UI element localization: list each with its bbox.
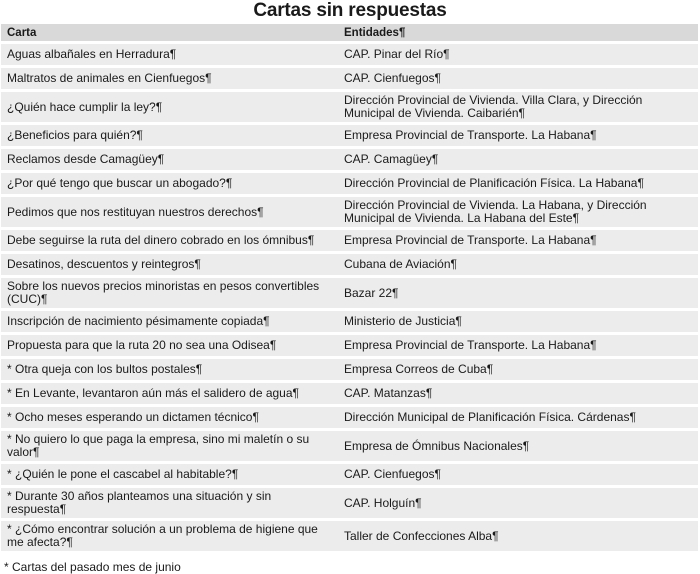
table-row	[1, 382, 698, 406]
carta-cell: Inscripción de nacimiento pésimamente copiada¶	[1, 310, 338, 334]
table-row	[1, 43, 698, 67]
table-row	[1, 430, 698, 463]
table-row	[1, 148, 698, 172]
carta-cell: * Otra queja con los bultos postales¶	[1, 358, 338, 382]
entidad-cell: Dirección Provincial de Planificación Física. La Habana¶	[338, 172, 698, 196]
entidad-cell: Bazar 22¶	[338, 277, 698, 310]
entidad-cell: Empresa Provincial de Transporte. La Habana¶	[338, 229, 698, 253]
entidad-cell: Empresa de Ómnibus Nacionales¶	[338, 430, 698, 463]
carta-cell: * ¿Quién le pone el cascabel al habitable?¶	[1, 463, 338, 487]
carta-cell: ¿Beneficios para quién?¶	[1, 124, 338, 148]
carta-cell: ¿Por qué tengo que buscar un abogado?¶	[1, 172, 338, 196]
table-row	[1, 229, 698, 253]
entidad-cell: CAP. Camagüey¶	[338, 148, 698, 172]
carta-cell: Pedimos que nos restituyan nuestros derechos¶	[1, 196, 338, 229]
entidad-cell: Dirección Provincial de Vivienda. Villa Clara, y Dirección Municipal de Vivienda. Caibarién¶	[338, 91, 698, 124]
column-header-entidades: Entidades¶	[338, 24, 698, 43]
carta-cell: * ¿Cómo encontrar solución a un problema de higiene que me afecta?¶	[1, 520, 338, 553]
carta-cell: * Ocho meses esperando un dictamen técnico¶	[1, 406, 338, 430]
table-row	[1, 463, 698, 487]
entidad-cell: Empresa Correos de Cuba¶	[338, 358, 698, 382]
table-row	[1, 487, 698, 520]
entidad-cell: CAP. Cienfuegos¶	[338, 67, 698, 91]
carta-cell: Desatinos, descuentos y reintegros¶	[1, 253, 338, 277]
entidad-cell: Dirección Provincial de Vivienda. La Habana, y Dirección Municipal de Vivienda. La Habana del Este¶	[338, 196, 698, 229]
table-row	[1, 358, 698, 382]
entidad-cell: Empresa Provincial de Transporte. La Habana¶	[338, 124, 698, 148]
entidad-cell: Empresa Provincial de Transporte. La Habana¶	[338, 334, 698, 358]
table-row	[1, 196, 698, 229]
table-row	[1, 277, 698, 310]
entidad-cell: CAP. Matanzas¶	[338, 382, 698, 406]
entidad-cell: Cubana de Aviación¶	[338, 253, 698, 277]
table-row	[1, 67, 698, 91]
table-row	[1, 406, 698, 430]
table-row	[1, 520, 698, 553]
carta-cell: ¿Quién hace cumplir la ley?¶	[1, 91, 338, 124]
footnote: * Cartas del pasado mes de junio	[4, 560, 181, 574]
table-row	[1, 334, 698, 358]
carta-cell: Sobre los nuevos precios minoristas en pesos convertibles (CUC)¶	[1, 277, 338, 310]
entidad-cell: Dirección Municipal de Planificación Física. Cárdenas¶	[338, 406, 698, 430]
page-title: Cartas sin respuestas	[253, 0, 447, 21]
entidad-cell: Taller de Confecciones Alba¶	[338, 520, 698, 553]
entidad-cell: CAP. Cienfuegos¶	[338, 463, 698, 487]
column-header-carta: Carta	[1, 24, 338, 43]
carta-cell: Maltratos de animales en Cienfuegos¶	[1, 67, 338, 91]
letters-table	[1, 24, 698, 554]
carta-cell: * Durante 30 años planteamos una situación y sin respuesta¶	[1, 487, 338, 520]
carta-cell: Propuesta para que la ruta 20 no sea una Odisea¶	[1, 334, 338, 358]
entidad-cell: CAP. Holguín¶	[338, 487, 698, 520]
carta-cell: * En Levante, levantaron aún más el salidero de agua¶	[1, 382, 338, 406]
carta-cell: Reclamos desde Camagüey¶	[1, 148, 338, 172]
carta-cell: * No quiero lo que paga la empresa, sino mi maletín o su valor¶	[1, 430, 338, 463]
table-row	[1, 310, 698, 334]
table-header-row	[1, 24, 698, 43]
table-row	[1, 253, 698, 277]
entidad-cell: CAP. Pinar del Río¶	[338, 43, 698, 67]
carta-cell: Aguas albañales en Herradura¶	[1, 43, 338, 67]
table-row	[1, 91, 698, 124]
table-row	[1, 172, 698, 196]
carta-cell: Debe seguirse la ruta del dinero cobrado en los ómnibus¶	[1, 229, 338, 253]
table-row	[1, 124, 698, 148]
entidad-cell: Ministerio de Justicia¶	[338, 310, 698, 334]
